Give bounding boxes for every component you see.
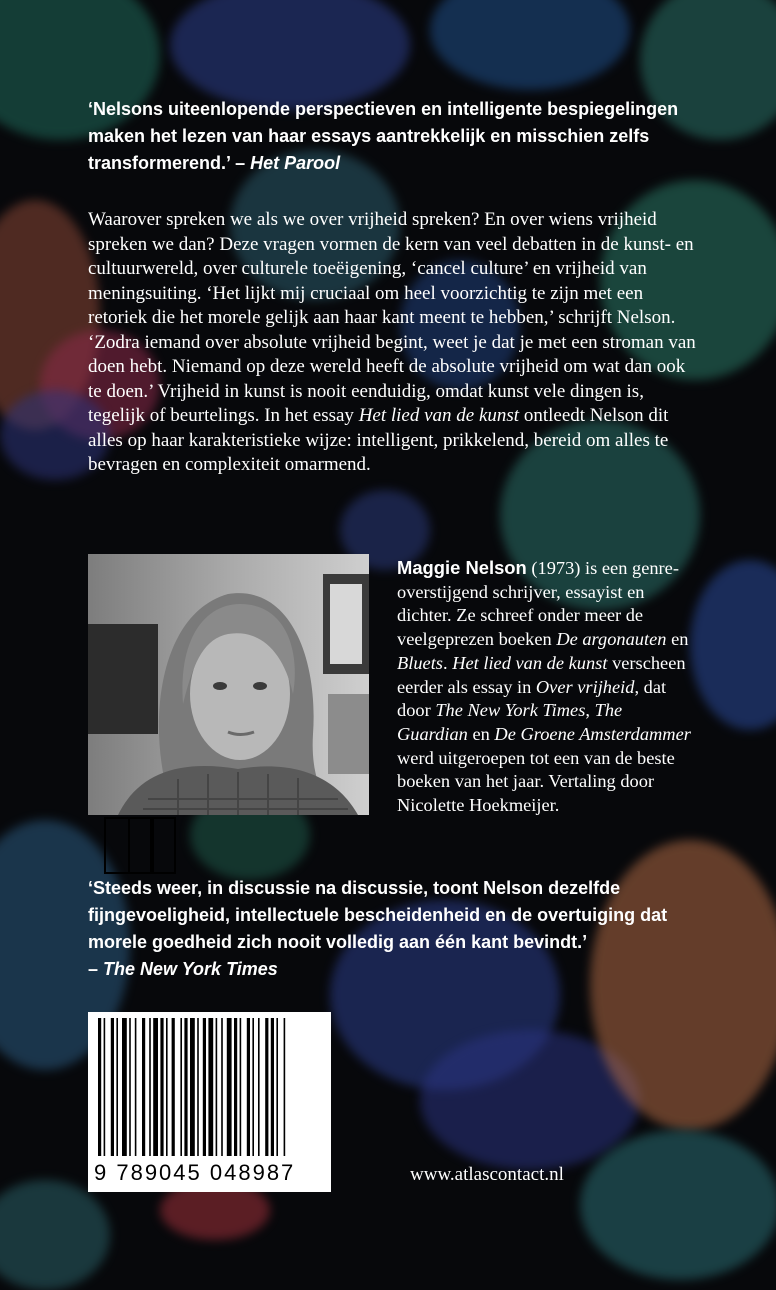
print-mark: [150, 817, 176, 874]
description-essay-title: Het lied van de kunst: [358, 405, 520, 426]
quote-bottom-source: The New York Times: [103, 959, 278, 979]
bio-text-6: ,: [585, 700, 590, 721]
description-text-1: Waarover spreken we als we over vrijheid spreken? En over wiens vrijheid spreken we dan? Deze vragen vormen de kern van veel debatten in de kunst- en cultuurwereld, over culturele toeëigening, ‘cancel culture’ en vrijheid van meningsuiting. ‘Het lijkt mij cruciaal om heel voorzichtig te zijn met een retoriek die het morele gelijk aan haar kant meent te hebben,’ schrijft Nelson. ‘Zodra iemand over absolute vrijheid begint, weet je dat je met een stroman van doen hebt. Niemand op deze wereld heeft de absolute vrijheid om wat dan ook te doen.’ Vrijheid in kunst is nooit eenduidig, omdat kunst vele dingen is, tegelijk of beurtelings. In het essay: [88, 209, 696, 426]
isbn-digits: 9 789045 048987: [94, 1160, 296, 1185]
bio-book-3: Het lied van de kunst: [452, 652, 608, 673]
book-description: [88, 208, 700, 478]
bio-book-2: Bluets: [397, 652, 443, 673]
author-name: Maggie Nelson: [397, 557, 527, 578]
publisher-website[interactable]: www.atlascontact.nl: [410, 1164, 564, 1185]
quote-bottom-dash: –: [88, 959, 99, 979]
bio-text-5: , dat door: [397, 676, 667, 721]
print-mark: [104, 817, 130, 874]
quote-bottom: [88, 875, 698, 983]
bio-text-7: en: [472, 723, 490, 744]
quote-bottom-text: ‘Steeds weer, in discussie na discussie, toont Nelson dezelfde fijngevoeligheid, intellectuele bescheidenheid en de overtuiging dat morele goedheid zich nooit volledig aan één kant bevindt.’: [88, 878, 668, 952]
author-bio: [397, 556, 697, 818]
quote-top-source: Het Parool: [250, 153, 341, 173]
bio-book-1: De argonauten: [556, 629, 667, 650]
bio-text-4: verscheen eerder als essay in: [397, 652, 686, 697]
isbn-barcode: [88, 1012, 331, 1192]
author-photo: [88, 554, 369, 815]
description-text-2: ontleedt Nelson dit alles op haar karakteristieke wijze: intelligent, prikkelend, bereid om alles te bevragen en complexiteit omarmend.: [88, 405, 669, 475]
bio-book-4: Over vrijheid: [535, 676, 635, 697]
bio-text-3: .: [442, 652, 448, 673]
barcode-bars: [88, 1012, 331, 1162]
bio-publication-2: The Guardian: [397, 700, 623, 744]
bio-text-2: en: [671, 629, 689, 650]
bio-text-8: werd uitgeroepen tot een van de beste boeken van het jaar. Vertaling door Nicolette Hoekmeijer.: [397, 747, 675, 816]
bio-publication-3: De Groene Amsterdammer: [494, 723, 691, 744]
quote-top-text: ‘Nelsons uiteenlopende perspectieven en intelligente bespiegelingen maken het lezen van haar essays aantrekkelijk en misschien zelfs transformerend.’: [88, 99, 679, 173]
bio-text-1: (1973) is een genre-overstijgend schrijver, essayist en dichter. Ze schreef onder meer de veelgeprezen boeken: [397, 558, 679, 650]
bio-publication-1: The New York Times: [435, 700, 586, 721]
quote-top-dash: –: [235, 153, 246, 173]
quote-top: [88, 96, 698, 177]
